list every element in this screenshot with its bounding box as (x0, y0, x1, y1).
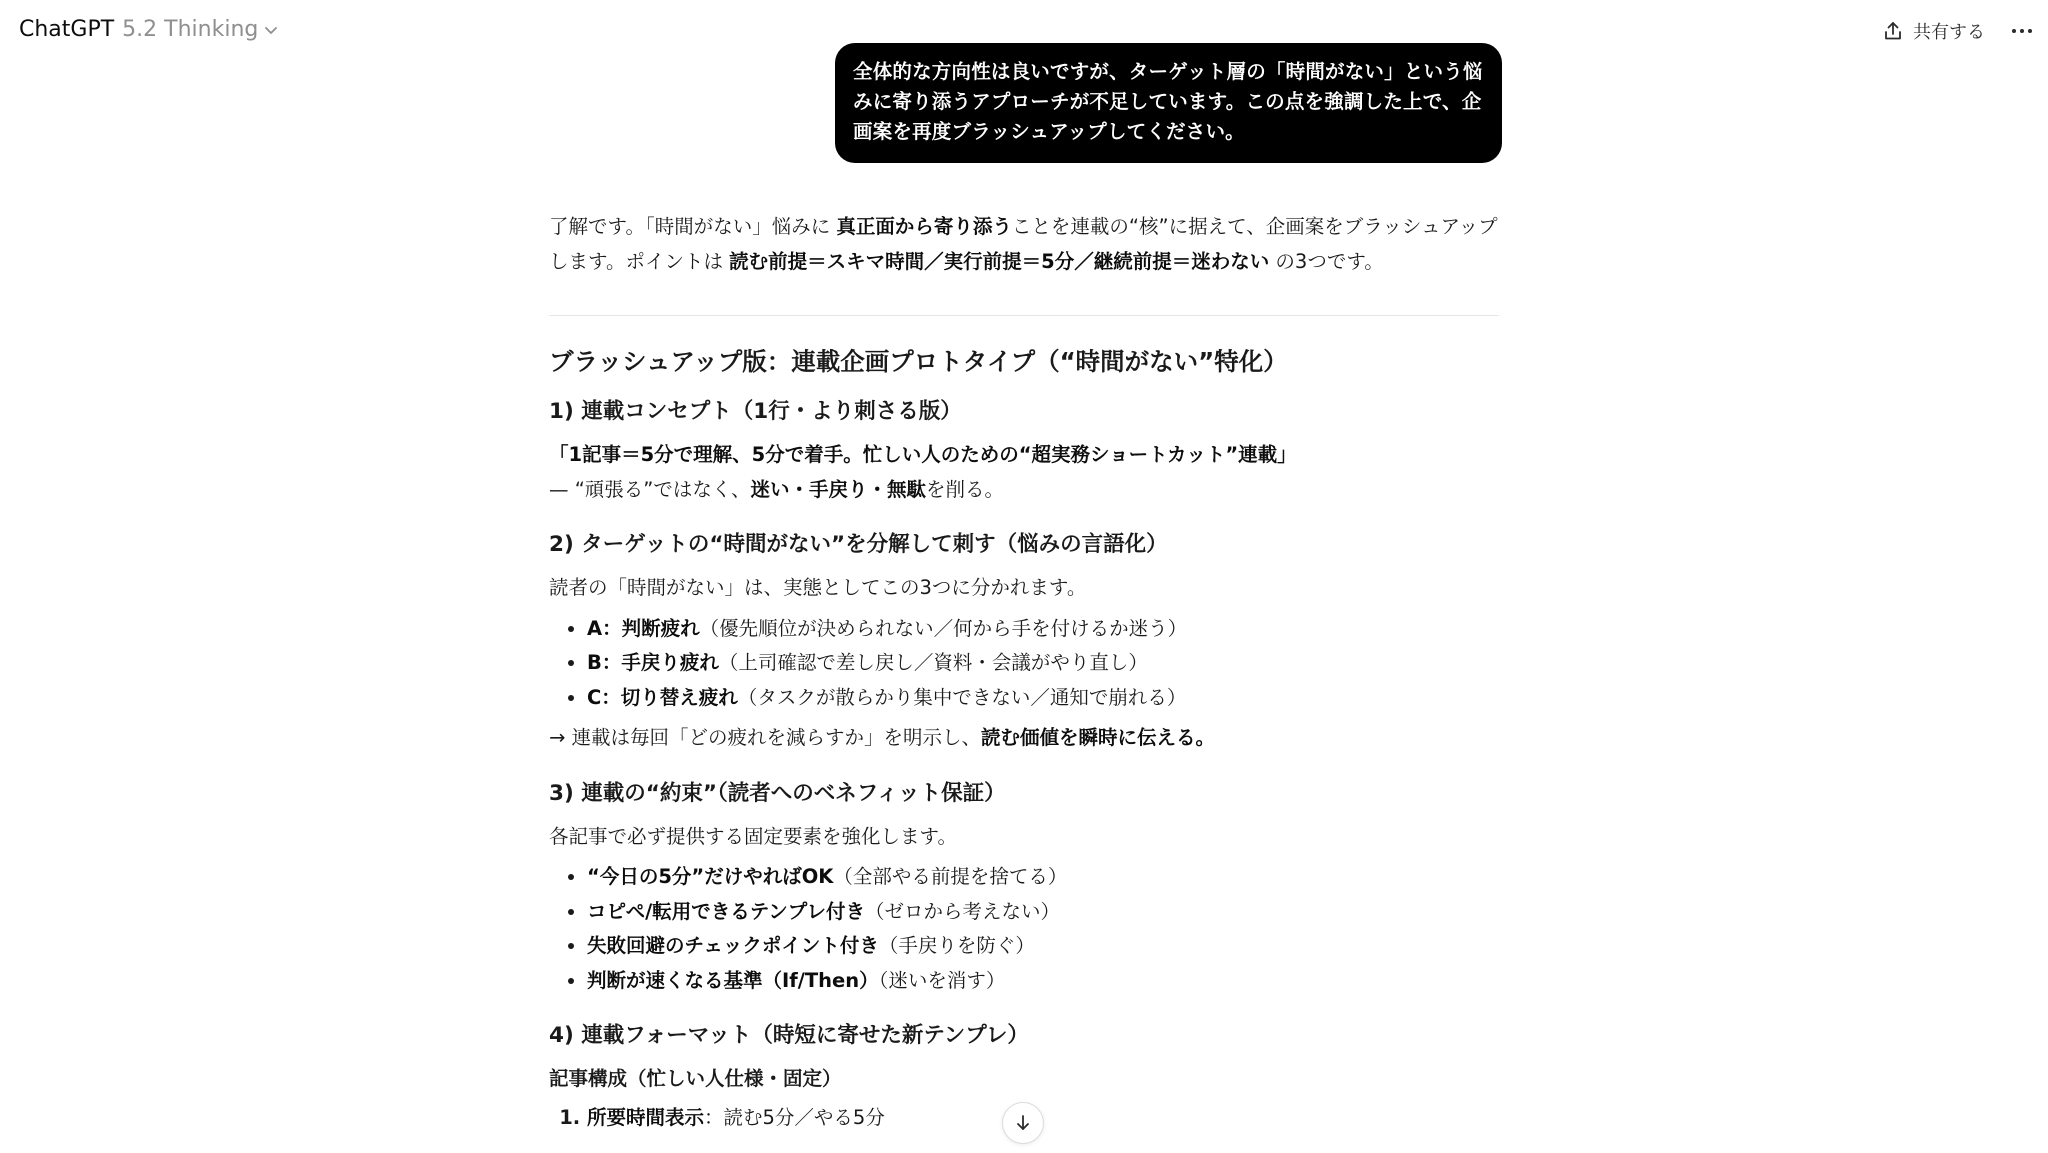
list-item: • 失敗回避のチェックポイント付き（手戻りを防ぐ） (587, 929, 1499, 964)
share-icon (1882, 20, 1904, 42)
list-item: • A：判断疲れ（優先順位が決められない／何から手を付けるか迷う） (587, 612, 1499, 647)
assistant-message (549, 210, 1499, 1135)
promise-lead: 各記事で必ず提供する固定要素を強化します。 (549, 824, 957, 848)
scroll-to-bottom-button[interactable] (1002, 1102, 1044, 1144)
list-item: • C：切り替え疲れ（タスクが散らかり集中できない／通知で崩れる） (587, 681, 1499, 716)
list-item: • “今日の5分”だけやればOK（全部やる前提を捨てる） (587, 860, 1499, 895)
chevron-down-icon (264, 23, 278, 37)
reply-title: ブラッシュアップ版：連載企画プロトタイプ（“時間がない”特化） (549, 347, 1288, 376)
list-item: • 判断が速くなる基準（If/Then）（迷いを消す） (587, 964, 1499, 999)
list-item: • コピペ/転用できるテンプレ付き（ゼロから考えない） (587, 895, 1499, 930)
list-item: 1. 所要時間表示：読む5分／やる5分 (587, 1101, 1499, 1136)
brand-name: ChatGPT (19, 17, 115, 42)
model-name: 5.2 Thinking (122, 17, 259, 42)
more-horizontal-icon[interactable] (2008, 18, 2036, 44)
section-heading-concept: 1) 連載コンセプト（1行・より刺さる版） (549, 399, 962, 424)
target-lead: 読者の「時間がない」は、実態としてこの3つに分かれます。 (549, 576, 1087, 599)
arrow-down-icon (1013, 1113, 1033, 1133)
format-subheading: 記事構成（忙しい人仕様・固定） (549, 1067, 842, 1090)
divider (549, 315, 1499, 316)
concept-subline: — “頑張る”ではなく、迷い・手戻り・無駄を削る。 (549, 477, 1005, 501)
section-heading-promise: 3) 連載の“約束”（読者へのベネフィット保証） (549, 780, 1006, 806)
section-heading-target: 2) ターゲットの“時間がない”を分解して刺す（悩みの言語化） (549, 532, 1168, 557)
target-conclusion: → 連載は毎回「どの疲れを減らすか」を明示し、読む価値を瞬時に伝える。 (549, 726, 1216, 749)
model-switcher[interactable] (19, 17, 278, 42)
share-label: 共有する (1913, 22, 1985, 43)
share-button[interactable] (1882, 18, 1985, 44)
list-item: • B：手戻り疲れ（上司確認で差し戻し／資料・会議がやり直し） (587, 646, 1499, 681)
section-heading-format: 4) 連載フォーマット（時短に寄せた新テンプレ） (549, 1023, 1029, 1048)
intro-paragraph: 了解です。「時間がない」悩みに 真正面から寄り添うことを連載の“核”に据えて、企画案をブラッシュアップします。ポイントは 読む前提＝スキマ時間／実行前提＝5分／継続前提＝迷わない の3つです。 (549, 215, 1498, 273)
user-message-bubble: 全体的な方向性は良いですが、ターゲット層の「時間がない」という悩みに寄り添うアプローチが不足しています。この点を強調した上で、企画案を再度ブラッシュアップしてください。 (835, 43, 1502, 163)
concept-tagline: 「1記事＝5分で理解、5分で着手。忙しい人のための“超実務ショートカット”連載」 (549, 443, 1297, 466)
promise-list (549, 860, 1499, 998)
fatigue-list (549, 612, 1499, 716)
